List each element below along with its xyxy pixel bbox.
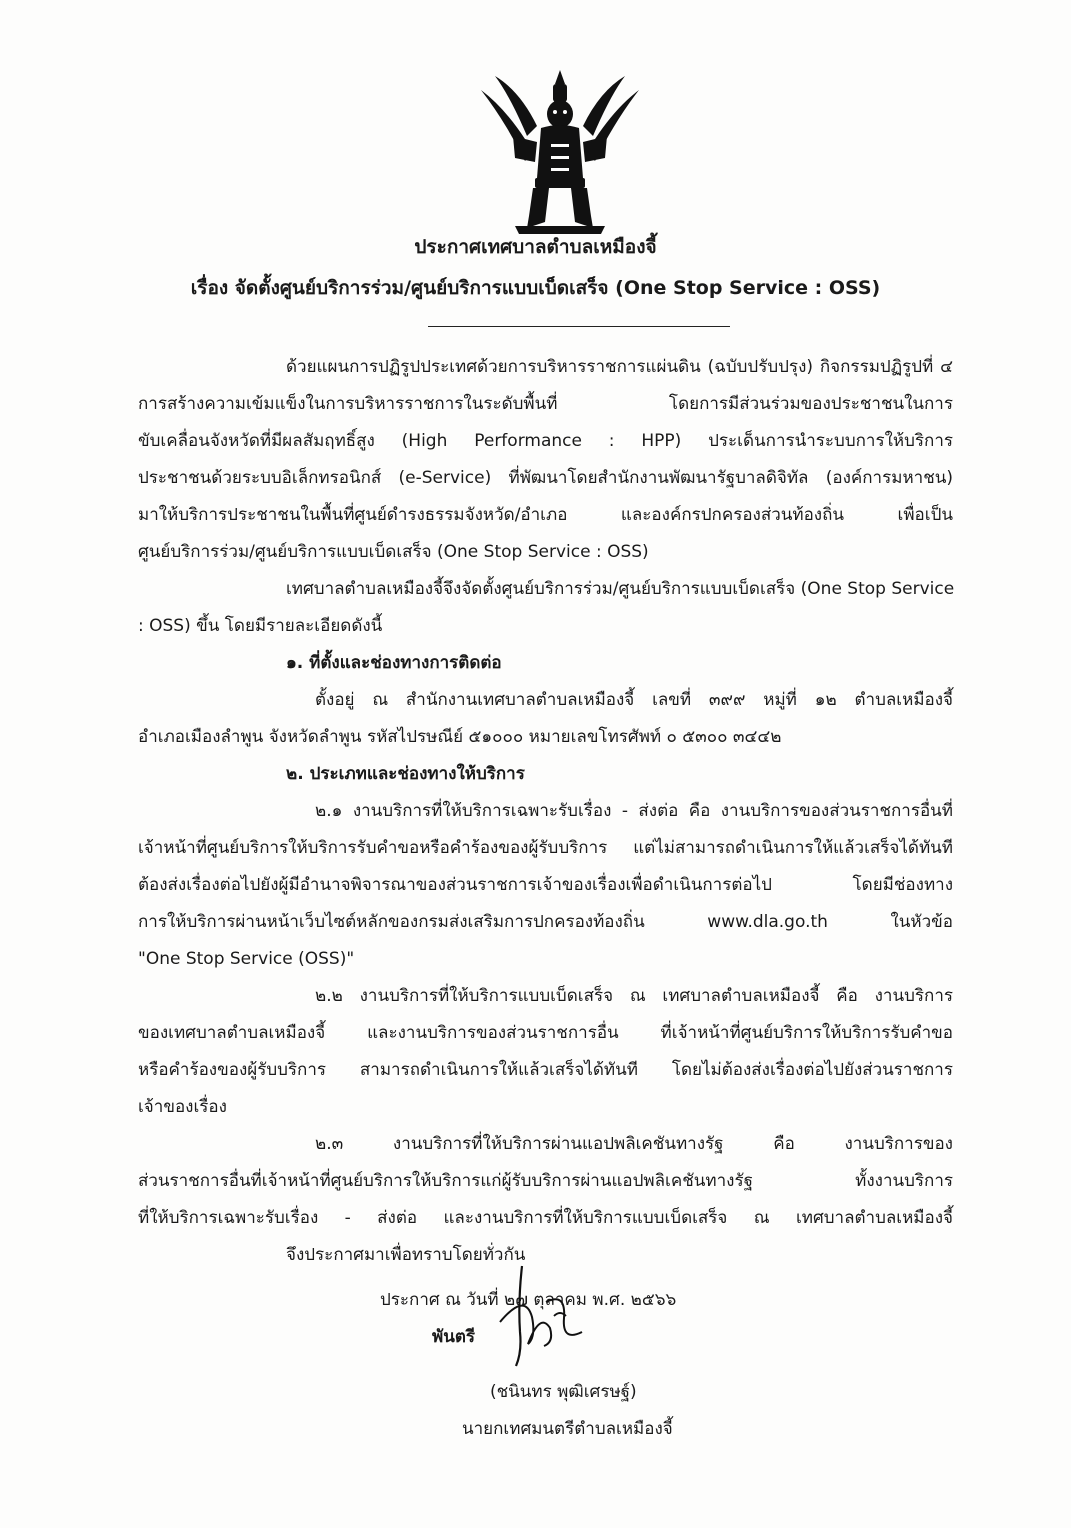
section-2-heading: ๒. ประเภทและช่องทางให้บริการ: [286, 764, 525, 784]
section-1-heading: ๑. ที่ตั้งและช่องทางการติดต่อ: [286, 653, 502, 673]
section-2-2-line: ของเทศบาลตำบลเหมืองจี้ และงานบริการของส่วนราชการอื่น ที่เจ้าหน้าที่ศูนย์บริการให้บริการรับคำขอ: [138, 1023, 953, 1043]
section-2-3-line: ๒.๓ งานบริการที่ให้บริการผ่านแอปพลิเคชันทางรัฐ คือ งานบริการของ: [315, 1134, 953, 1154]
section-2-1-line: การให้บริการผ่านหน้าเว็บไซต์หลักของกรมส่งเสริมการปกครองท้องถิ่น www.dla.go.th ในหัวข้อ: [138, 912, 953, 932]
section-1-line: อำเภอเมืองลำพูน จังหวัดลำพูน รหัสไปรษณีย์ ๕๑๐๐๐ หมายเลขโทรศัพท์ ๐ ๕๓๐๐ ๓๔๔๒: [138, 727, 782, 747]
intro-line: ด้วยแผนการปฏิรูปประเทศด้วยการบริหารราชการแผ่นดิน (ฉบับปรับปรุง) กิจกรรมปฏิรูปที่ ๔: [286, 357, 953, 377]
establish-line: เทศบาลตำบลเหมืองจี้จึงจัดตั้งศูนย์บริการร่วม/ศูนย์บริการแบบเบ็ดเสร็จ (One Stop Service: [286, 579, 955, 599]
announcement-subject: เรื่อง จัดตั้งศูนย์บริการร่วม/ศูนย์บริการแบบเบ็ดเสร็จ (One Stop Service : OSS): [190, 277, 881, 299]
garuda-emblem-icon: [475, 66, 645, 236]
section-2-2-line: เจ้าของเรื่อง: [138, 1097, 227, 1117]
section-2-1-line: "One Stop Service (OSS)": [138, 949, 355, 969]
section-2-1-line: ต้องส่งเรื่องต่อไปยังผู้มีอำนาจพิจารณาของส่วนราชการเจ้าของเรื่องเพื่อดำเนินการต่อไป โดยมีช่องทาง: [138, 875, 953, 895]
title-divider: [428, 326, 730, 327]
announcement-date: ประกาศ ณ วันที่ ๒๗ ตุลาคม พ.ศ. ๒๕๖๖: [380, 1290, 677, 1310]
signatory-name: (ชนินทร พุฒิเศรษฐ์): [490, 1382, 637, 1402]
handwritten-signature: [470, 1262, 590, 1372]
section-2-1-line: ๒.๑ งานบริการที่ให้บริการเฉพาะรับเรื่อง - ส่งต่อ คือ งานบริการของส่วนราชการอื่นที่: [315, 801, 953, 821]
signatory-position: นายกเทศมนตรีตำบลเหมืองจี้: [462, 1419, 673, 1439]
section-2-2-line: ๒.๒ งานบริการที่ให้บริการแบบเบ็ดเสร็จ ณ เทศบาลตำบลเหมืองจี้ คือ งานบริการ: [315, 986, 953, 1006]
section-2-3-line: ส่วนราชการอื่นที่เจ้าหน้าที่ศูนย์บริการให้บริการแก่ผู้รับบริการผ่านแอปพลิเคชันทางรัฐ ทั้งงานบริการ: [138, 1171, 953, 1191]
section-2-2-line: หรือคำร้องของผู้รับบริการ สามารถดำเนินการให้แล้วเสร็จได้ทันที โดยไม่ต้องส่งเรื่องต่อไปยังส่วนราชการ: [138, 1060, 953, 1080]
intro-line: ขับเคลื่อนจังหวัดที่มีผลสัมฤทธิ์สูง (High Performance : HPP) ประเด็นการนำระบบการให้บริการ: [138, 431, 953, 451]
intro-line: ศูนย์บริการร่วม/ศูนย์บริการแบบเบ็ดเสร็จ (One Stop Service : OSS): [138, 542, 649, 562]
intro-line: มาให้บริการประชาชนในพื้นที่ศูนย์ดำรงธรรมจังหวัด/อำเภอ และองค์กรปกครองส่วนท้องถิ่น เพื่อเป็น: [138, 505, 953, 525]
intro-line: ประชาชนด้วยระบบอิเล็กทรอนิกส์ (e-Service) ที่พัฒนาโดยสำนักงานพัฒนารัฐบาลดิจิทัล (องค์การมหาชน): [138, 468, 953, 488]
announcement-title: ประกาศเทศบาลตำบลเหมืองจี้: [414, 236, 657, 258]
intro-line: การสร้างความเข้มแข็งในการบริหารราชการในระดับพื้นที่ โดยการมีส่วนร่วมของประชาชนในการ: [138, 394, 953, 414]
establish-line: : OSS) ขึ้น โดยมีรายละเอียดดังนี้: [138, 616, 383, 636]
signatory-rank: พันตรี: [432, 1327, 475, 1347]
section-2-3-line: ที่ให้บริการเฉพาะรับเรื่อง - ส่งต่อ และงานบริการที่ให้บริการแบบเบ็ดเสร็จ ณ เทศบาลตำบลเหมืองจี้: [138, 1208, 953, 1228]
section-1-line: ตั้งอยู่ ณ สำนักงานเทศบาลตำบลเหมืองจี้ เลขที่ ๓๙๙ หมู่ที่ ๑๒ ตำบลเหมืองจี้: [315, 690, 953, 710]
section-2-1-line: เจ้าหน้าที่ศูนย์บริการให้บริการรับคำขอหรือคำร้องของผู้รับบริการ แต่ไม่สามารถดำเนินการให้แล้วเสร็จได้ทันที: [138, 838, 953, 858]
closing-statement: จึงประกาศมาเพื่อทราบโดยทั่วกัน: [286, 1245, 526, 1265]
